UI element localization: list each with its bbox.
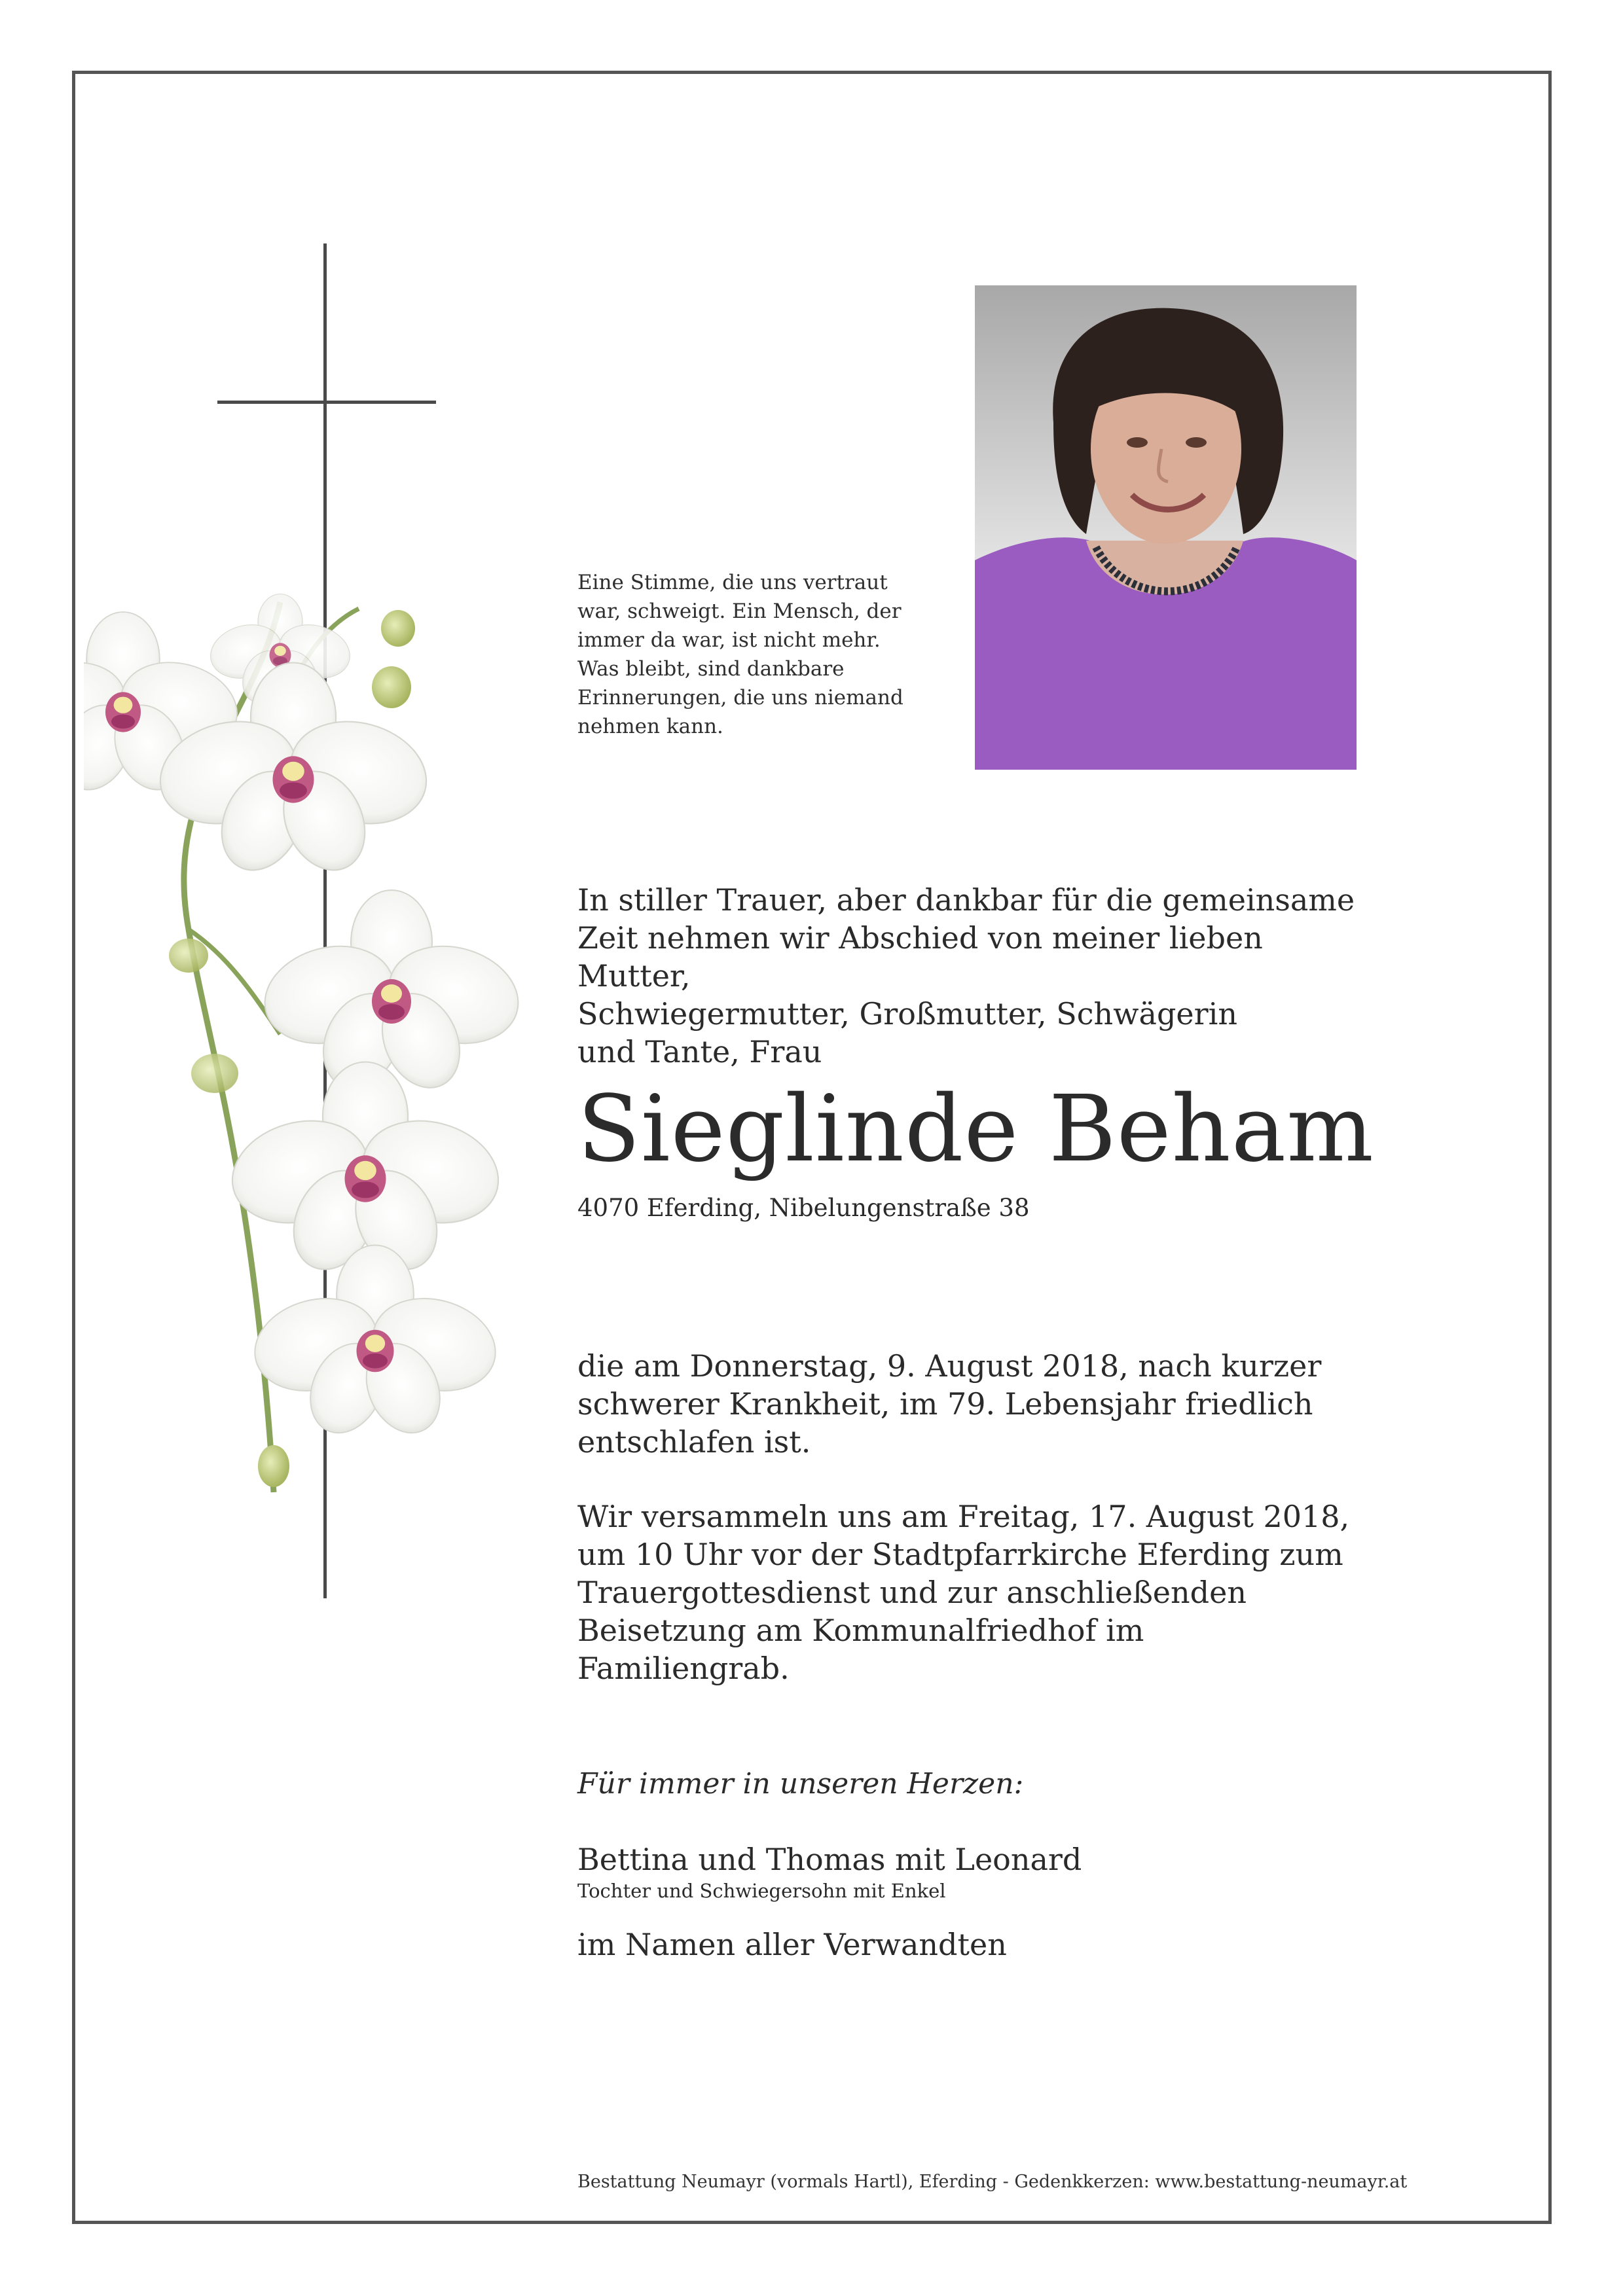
ceremony-details xyxy=(577,1498,1363,1687)
portrait-photo xyxy=(975,285,1357,770)
intro-line: In stiller Trauer, aber dankbar für die gemeinsame xyxy=(577,882,1355,918)
funeral-home-footer: Bestattung Neumayr (vormals Hartl), Eferding - Gedenkkerzen: www.bestattung-neumayr.at xyxy=(577,2172,1408,2192)
ceremony-line: Trauergottesdienst und zur anschließenden xyxy=(577,1575,1247,1610)
intro-paragraph xyxy=(577,881,1363,1071)
death-notice xyxy=(577,1347,1363,1461)
death-line: die am Donnerstag, 9. August 2018, nach kurzer xyxy=(577,1348,1322,1384)
intro-line: Zeit nehmen wir Abschied von meiner lieben Mutter, xyxy=(577,920,1263,994)
quote-line: immer da war, ist nicht mehr. xyxy=(577,628,881,652)
deceased-address: 4070 Eferding, Nibelungenstraße 38 xyxy=(577,1194,1030,1222)
memorial-quote xyxy=(577,568,944,741)
orchid-illustration xyxy=(84,589,529,1518)
cross-horizontal-bar xyxy=(217,401,436,404)
quote-line: Eine Stimme, die uns vertraut xyxy=(577,571,888,594)
mourner-relation: Tochter und Schwiegersohn mit Enkel xyxy=(577,1880,946,1902)
quote-line: nehmen kann. xyxy=(577,715,723,738)
quote-line: war, schweigt. Ein Mensch, der xyxy=(577,600,902,623)
deceased-name: Sieglinde Beham xyxy=(577,1076,1374,1183)
ceremony-line: Wir versammeln uns am Freitag, 17. August 2018, xyxy=(577,1499,1350,1534)
ceremony-line: um 10 Uhr vor der Stadtpfarrkirche Eferding zum xyxy=(577,1537,1343,1572)
death-line: schwerer Krankheit, im 79. Lebensjahr friedlich xyxy=(577,1386,1313,1422)
mourners-closing: im Namen aller Verwandten xyxy=(577,1927,1007,1962)
mourner-names: Bettina und Thomas mit Leonard xyxy=(577,1842,1082,1877)
death-line: entschlafen ist. xyxy=(577,1424,811,1460)
intro-line: Schwiegermutter, Großmutter, Schwägerin xyxy=(577,996,1237,1031)
ceremony-line: Beisetzung am Kommunalfriedhof im Familiengrab. xyxy=(577,1613,1144,1686)
mourners-motto: Für immer in unseren Herzen: xyxy=(577,1767,1024,1801)
quote-line: Was bleibt, sind dankbare xyxy=(577,657,845,681)
intro-line: und Tante, Frau xyxy=(577,1034,822,1069)
quote-line: Erinnerungen, die uns niemand xyxy=(577,686,903,709)
